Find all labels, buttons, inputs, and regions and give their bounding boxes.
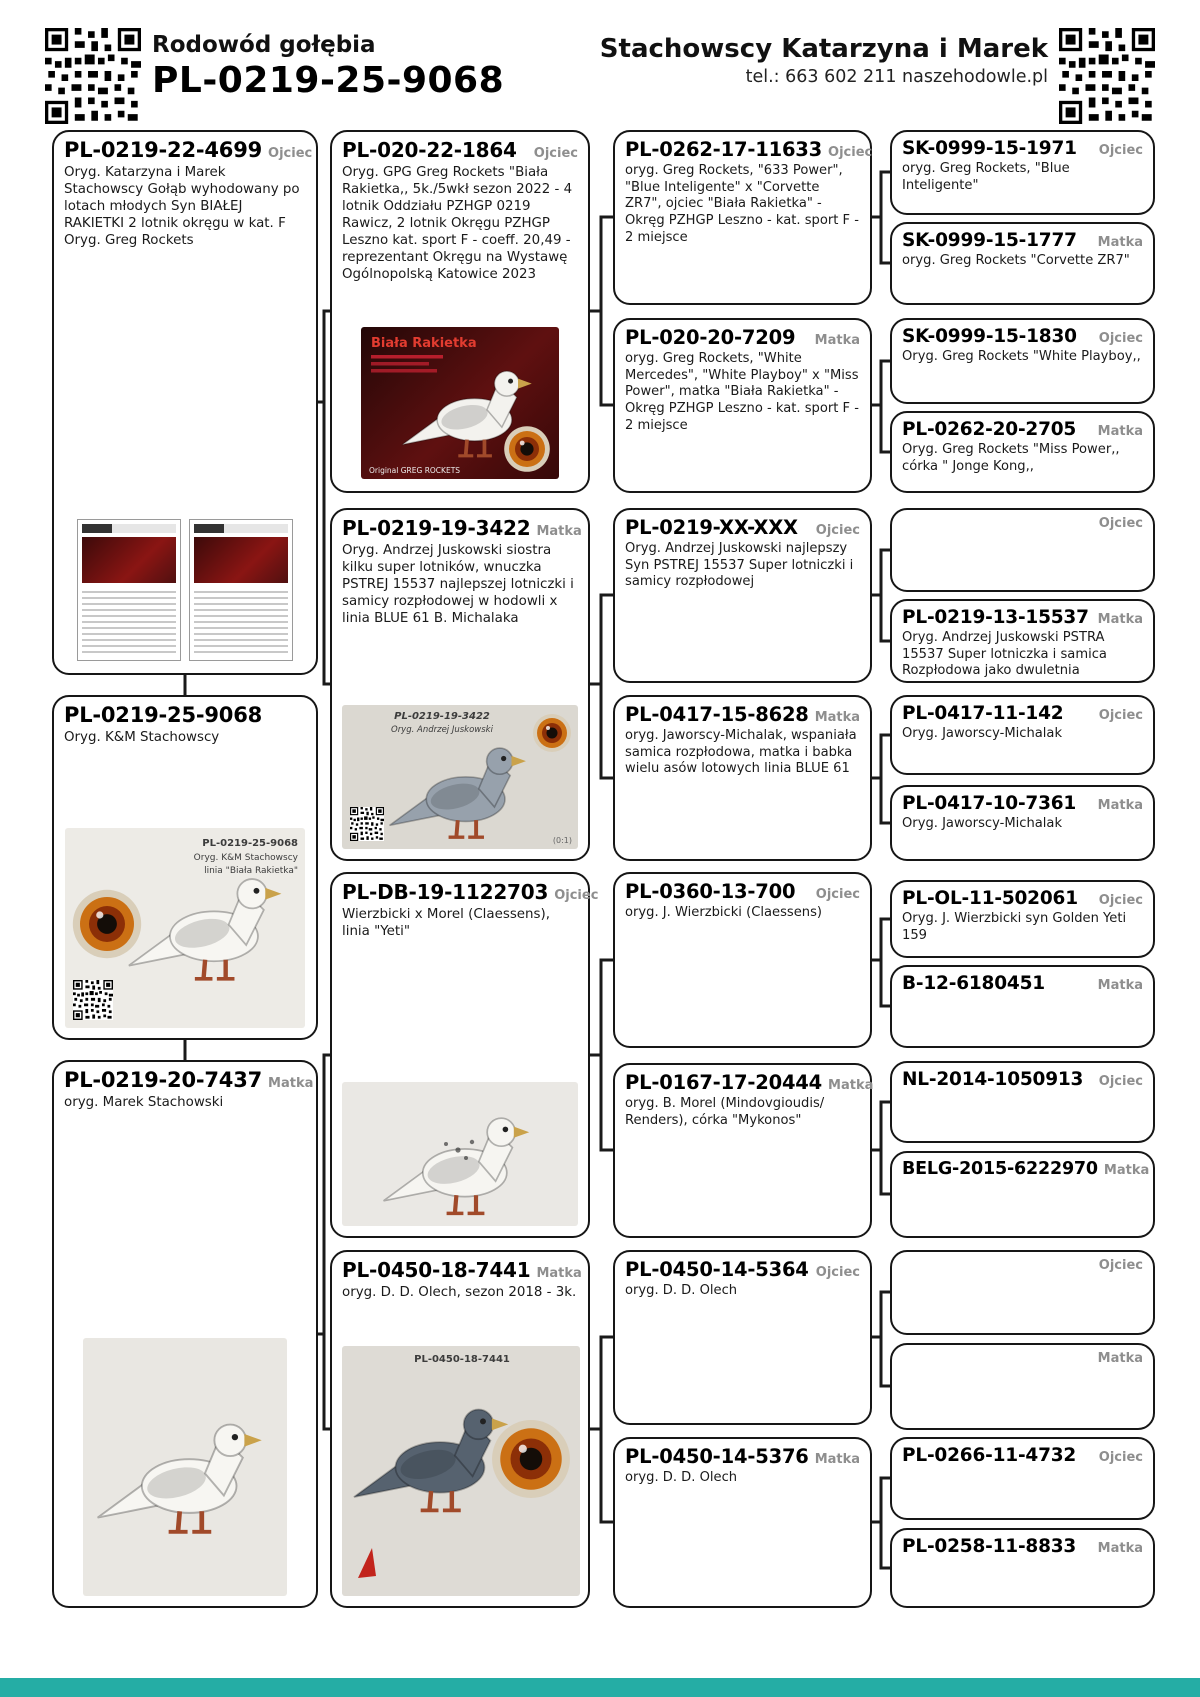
box-great-great-grandparent-15	[890, 1437, 1155, 1520]
pigeon-description: Oryg. Andrzej Juskowski siostra kilku super lotników, wnuczka PSTREJ 15537 najlepszej lotniczki i samicy rozpłodowej w hodowli x linia BLUE 61 B. Michalaka	[342, 543, 574, 627]
sex-role-label: Ojciec	[1098, 708, 1143, 723]
eye-closeup-icon	[533, 714, 571, 752]
ring-number: PL-0450-14-5364	[625, 1258, 809, 1281]
ring-number: NL-2014-1050913	[902, 1069, 1084, 1090]
sex-role-label: Matka	[1097, 798, 1143, 813]
ring-number: PL-0219-25-9068	[64, 703, 263, 727]
sex-role-label: Ojciec	[1098, 516, 1143, 531]
ring-number: PL-0219-XX-XXX	[625, 516, 798, 539]
ring-number: SK-0999-15-1830	[902, 326, 1077, 347]
qr-code-left	[45, 28, 141, 124]
pigeon-photo	[65, 828, 305, 1028]
pigeon-photo	[342, 1346, 580, 1596]
box-great-great-grandparent-10	[890, 965, 1155, 1048]
box-great-great-grandparent-7	[890, 695, 1155, 775]
photo-caption: linia "Biała Rakietka"	[204, 866, 298, 876]
pigeon-description: Oryg. GPG Greg Rockets "Biała Rakietka,, 5k./5wkł sezon 2022 - 4 lotnik Oddziału PZHGP 0219 Rawicz, 2 lotnik Okręgu PZHGP Leszno kat. sport F - coeff. 20,49 - reprezentant Okręgu na Wystawę Ogólnopolską Katowice 2023	[342, 165, 573, 283]
box-grandfather-maternal	[330, 872, 599, 1238]
thumbnail-header	[194, 524, 288, 533]
sex-role-label: Ojciec	[1098, 893, 1143, 908]
box-great-grandparent-3	[613, 508, 872, 683]
ring-number: PL-0417-15-8628	[625, 703, 809, 726]
box-great-great-grandparent-12	[890, 1151, 1155, 1238]
pigeon-description: Oryg. Jaworscy-Michalak	[902, 816, 1063, 831]
box-great-great-grandparent-9	[890, 880, 1155, 958]
sex-role-label: Matka	[1097, 978, 1143, 993]
pigeon-description: oryg. Marek Stachowski	[64, 1095, 224, 1110]
pedigree-thumbnail	[189, 519, 293, 661]
eye-closeup-icon	[73, 890, 141, 958]
photo-caption: Original GREG ROCKETS	[369, 466, 461, 475]
ring-number: PL-020-22-1864	[342, 138, 517, 162]
ring-number: PL-0450-18-7441	[342, 1258, 531, 1282]
photo-caption: PL-0219-19-3422	[394, 711, 490, 722]
ring-number: PL-0360-13-700	[625, 880, 796, 903]
pigeon-description: oryg. Jaworscy-Michalak, wspaniała samica rozpłodowa, matka i babka wielu asów lotowych linia BLUE 61	[625, 728, 857, 777]
sex-role-label: Ojciec	[815, 1265, 860, 1280]
sex-role-label: Ojciec	[533, 146, 578, 161]
sex-role-label: Ojciec	[828, 145, 873, 160]
sex-role-label: Matka	[1097, 424, 1143, 439]
box-great-grandparent-2	[613, 318, 872, 493]
ring-number: PL-0266-11-4732	[902, 1445, 1077, 1466]
box-great-great-grandparent-14	[890, 1343, 1155, 1430]
pigeon-description: oryg. D. D. Olech, sezon 2018 - 3k.	[342, 1285, 577, 1300]
box-great-great-grandparent-2	[890, 222, 1155, 305]
pigeon-description: Oryg. Greg Rockets "White Playboy,,	[902, 349, 1141, 364]
sex-role-label: Matka	[536, 1266, 582, 1281]
ring-number: PL-DB-19-1122703	[342, 880, 549, 904]
eye-closeup-icon	[504, 426, 550, 472]
pigeon-silhouette	[98, 1425, 262, 1532]
ring-number: PL-0219-13-15537	[902, 607, 1089, 628]
sex-role-label: Ojciec	[1098, 1450, 1143, 1465]
sex-role-label: Matka	[1103, 1163, 1150, 1178]
pigeon-photo	[342, 1082, 578, 1226]
sex-role-label: Matka	[536, 524, 582, 539]
pigeon-description: oryg. D. D. Olech	[625, 1283, 738, 1298]
sex-role-label: Ojciec	[268, 146, 313, 161]
ring-number: PL-0219-20-7437	[64, 1068, 263, 1092]
pigeon-description: Oryg. Andrzej Juskowski najlepszy Syn PSTREJ 15537 Super lotniczki i samicy rozpłodowej	[625, 541, 854, 590]
owner-name: Stachowscy Katarzyna i Marek	[599, 34, 1048, 64]
sex-role-label: Ojciec	[554, 888, 599, 903]
pigeon-description: oryg. Greg Rockets, "White Mercedes", "White Playboy" x "Miss Power", matka "Biała Rakietka" - Okręg PZHGP Leszno - kat. sport F - 2 miejsce	[625, 351, 859, 433]
ring-number: PL-0258-11-8833	[902, 1536, 1077, 1557]
qr-code	[73, 980, 113, 1020]
ring-number: PL-0167-17-20444	[625, 1071, 823, 1094]
box-great-great-grandparent-5	[890, 508, 1155, 592]
thumbnail-text-lines	[194, 587, 288, 656]
sex-role-label: Matka	[814, 1452, 861, 1467]
pigeon-silhouette	[354, 1410, 508, 1511]
photo-caption: Oryg. Andrzej Juskowski	[391, 725, 493, 735]
pigeon-description: oryg. Greg Rockets "Corvette ZR7"	[902, 253, 1130, 268]
ring-number: PL-0219-22-4699	[64, 138, 263, 162]
pigeon-description: oryg. Greg Rockets, "Blue Inteligente"	[902, 161, 1070, 193]
pigeon-silhouette	[129, 879, 282, 979]
box-great-grandparent-6	[613, 1063, 872, 1238]
box-great-great-grandparent-11	[890, 1061, 1155, 1143]
ring-number: B-12-6180451	[902, 973, 1045, 994]
box-great-great-grandparent-16	[890, 1528, 1155, 1608]
pigeon-photo	[83, 1338, 287, 1596]
box-great-great-grandparent-13	[890, 1250, 1155, 1335]
box-great-great-grandparent-3	[890, 318, 1155, 404]
sex-role-label: Ojciec	[1098, 1074, 1143, 1089]
ring-number: SK-0999-15-1777	[902, 230, 1077, 251]
box-great-great-grandparent-4	[890, 411, 1155, 493]
box-subject	[52, 695, 318, 1040]
sex-role-label: Ojciec	[1098, 1258, 1143, 1273]
box-great-grandparent-5	[613, 872, 872, 1048]
box-great-great-grandparent-8	[890, 785, 1155, 861]
subject-ring-number: PL-0219-25-9068	[152, 60, 505, 101]
pigeon-description: Oryg. Jaworscy-Michalak	[902, 726, 1063, 741]
box-father	[52, 130, 318, 675]
owner-block	[600, 34, 1048, 87]
sex-role-label: Matka	[814, 710, 861, 725]
header-titles	[152, 32, 504, 101]
pigeon-description: oryg. B. Morel (Mindovgioudis/ Renders), córka "Mykonos"	[625, 1096, 825, 1128]
ring-number: PL-0219-19-3422	[342, 516, 531, 540]
pigeon-silhouette	[390, 748, 526, 837]
pigeon-description: Oryg. Katarzyna i Marek Stachowscy Gołąb wyhodowany po lotach młodych Syn BIAŁEJ RAKIETKI 2 lotnik okręgu w kat. F Oryg. Greg Rockets	[64, 165, 300, 249]
ring-number: PL-020-20-7209	[625, 326, 796, 349]
sex-role-label: Matka	[828, 1078, 874, 1093]
photo-caption: Biała Rakietka	[371, 336, 477, 351]
box-great-grandparent-7	[613, 1250, 872, 1425]
thumbnail-photo	[82, 537, 176, 583]
box-great-great-grandparent-1	[890, 130, 1155, 215]
thumbnail-header	[82, 524, 176, 533]
sex-role-label: Matka	[268, 1076, 314, 1091]
sex-role-label: Ojciec	[1098, 331, 1143, 346]
box-great-great-grandparent-6	[890, 599, 1155, 683]
sex-role-label: Ojciec	[815, 887, 860, 902]
document-title: Rodowód gołębia	[152, 32, 376, 58]
ring-number: PL-0417-11-142	[902, 703, 1064, 724]
sex-role-label: Matka	[814, 333, 860, 348]
pigeon-photo	[361, 327, 559, 479]
box-great-grandparent-1	[613, 130, 872, 305]
pigeon-description: Oryg. J. Wierzbicki syn Golden Yeti 159	[902, 911, 1127, 943]
pedigree-thumbnail	[77, 519, 181, 661]
sex-role-label: Matka	[1097, 235, 1143, 250]
pedigree-thumbnails	[64, 519, 306, 667]
pigeon-description: oryg. J. Wierzbicki (Claessens)	[625, 905, 823, 920]
box-great-grandparent-4	[613, 695, 872, 861]
thumbnail-text-lines	[82, 587, 176, 656]
pigeon-description: Oryg. Andrzej Juskowski PSTRA 15537 Super lotniczka i samica Rozpłodowa jako dwuletnia	[902, 630, 1107, 679]
ring-number: BELG-2015-6222970	[902, 1159, 1098, 1179]
sex-role-label: Ojciec	[1098, 143, 1143, 158]
box-mother	[52, 1060, 318, 1608]
ring-number: PL-0262-17-11633	[625, 138, 823, 161]
photo-corner-label: (0:1)	[552, 836, 572, 845]
pigeon-description: oryg. Greg Rockets, "633 Power", "Blue Inteligente" x "Corvette ZR7", ojciec "Biała Rakietka" - Okręg PZHGP Leszno - kat. sport F - 2 miejsce	[625, 163, 859, 245]
photo-caption: PL-0450-18-7441	[414, 1354, 510, 1365]
eye-closeup-icon	[492, 1420, 570, 1498]
pigeon-description: oryg. D. D. Olech	[625, 1470, 738, 1485]
qr-code	[350, 807, 384, 841]
pigeon-silhouette	[384, 1118, 530, 1213]
ring-number: PL-OL-11-502061	[902, 888, 1078, 909]
pigeon-photo	[342, 705, 578, 849]
box-grandfather-paternal	[330, 130, 590, 493]
photo-caption: PL-0219-25-9068	[202, 838, 298, 849]
sex-role-label: Ojciec	[815, 523, 860, 538]
sex-role-label: Matka	[1097, 1351, 1143, 1366]
ring-number: PL-0450-14-5376	[625, 1445, 809, 1468]
footer-bar	[0, 1678, 1200, 1697]
qr-code-right	[1059, 28, 1155, 124]
ring-number: PL-0262-20-2705	[902, 419, 1077, 440]
pigeon-description: Oryg. Greg Rockets "Miss Power,, córka " Jonge Kong,,	[902, 442, 1120, 474]
ring-number: PL-0417-10-7361	[902, 793, 1077, 814]
ring-number: SK-0999-15-1971	[902, 138, 1077, 159]
pigeon-description: Wierzbicki x Morel (Claessens), linia "Yeti"	[342, 907, 550, 940]
sex-role-label: Matka	[1097, 1541, 1143, 1556]
loft-logo	[358, 1548, 376, 1578]
box-grandmother-paternal	[330, 508, 590, 861]
box-great-grandparent-8	[613, 1437, 872, 1608]
sex-role-label: Matka	[1097, 612, 1143, 627]
photo-caption: Oryg. K&M Stachowscy	[193, 853, 298, 863]
pigeon-description: Oryg. K&M Stachowscy	[64, 730, 220, 745]
box-grandmother-maternal	[330, 1250, 590, 1608]
owner-contact: tel.: 663 602 211 naszehodowle.pl	[745, 67, 1048, 87]
thumbnail-photo	[194, 537, 288, 583]
